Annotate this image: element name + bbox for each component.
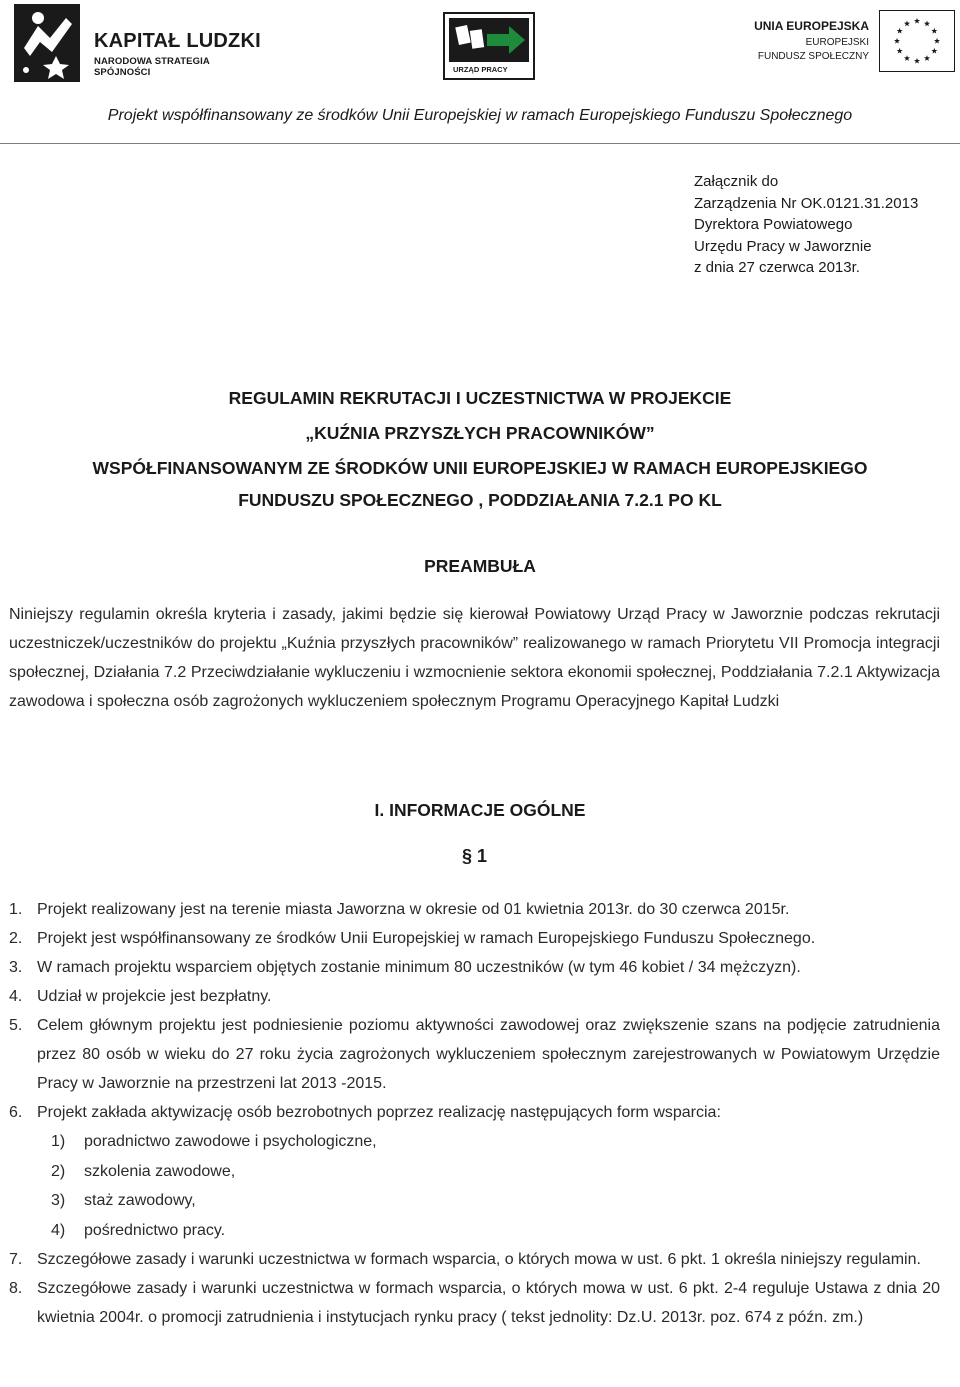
annex-line: Zarządzenia Nr OK.0121.31.2013 <box>694 194 919 212</box>
annex-line: Dyrektora Powiatowego <box>694 216 853 233</box>
preamble-heading: PREAMBUŁA <box>424 556 536 576</box>
list-item-number: 7. <box>9 1251 23 1268</box>
annex-line: z dnia 27 czerwca 2013r. <box>694 259 860 276</box>
sub-list-item <box>51 1157 940 1187</box>
section-list <box>9 895 940 1332</box>
sub-item-text: szkolenia zawodowe, <box>84 1162 236 1180</box>
list-item-number: 1. <box>9 901 23 918</box>
sub-item-text: poradnictwo zawodowe i psychologiczne, <box>84 1133 377 1150</box>
list-item-number: 2. <box>9 930 23 947</box>
header-divider <box>0 143 960 144</box>
list-item <box>9 1245 940 1274</box>
list-item <box>9 1274 940 1332</box>
sub-item-number: 4) <box>51 1221 66 1239</box>
list-item <box>9 924 940 953</box>
kl-logo-subtitle: NARODOWA STRATEGIA SPÓJNOŚCI <box>94 56 210 78</box>
document-title-line3: WSPÓŁFINANSOWANYM ZE ŚRODKÓW UNII EUROPEJSKIEJ W RAMACH EUROPEJSKIEGO <box>92 458 868 478</box>
kapital-ludzki-logo <box>14 4 264 82</box>
kl-logo-title: KAPITAŁ LUDZKI <box>94 30 261 52</box>
list-item <box>9 982 940 1011</box>
section-heading: I. INFORMACJE OGÓLNE <box>374 800 586 820</box>
list-item-text: Szczegółowe zasady i warunki uczestnictwa w formach wsparcia, o których mowa w ust. 6 pkt. 1 określa niniejszy regulamin. <box>37 1251 921 1268</box>
eu-logo-line2: EUROPEJSKI <box>805 37 869 48</box>
list-item-text: Projekt zakłada aktywizację osób bezrobotnych poprzez realizację następujących form wsparcia: <box>37 1104 721 1121</box>
list-item <box>9 895 940 924</box>
sub-item-number: 1) <box>51 1133 66 1150</box>
list-item-text: Projekt realizowany jest na terenie miasta Jaworzna w okresie od 01 kwietnia 2013r. do 30 czerwca 2015r. <box>37 901 790 918</box>
document-title-line4: FUNDUSZU SPOŁECZNEGO , PODDZIAŁANIA 7.2.1 PO KL <box>238 490 722 510</box>
list-item-number: 8. <box>9 1280 23 1297</box>
eu-logo-line3: FUNDUSZ SPOŁECZNY <box>757 51 869 62</box>
preamble-text: Niniejszy regulamin określa kryteria i zasady, jakimi będzie się kierował Powiatowy Urząd Pracy w Jaworznie podczas rekrutacji uczestniczek/uczestników do projektu „Kuźnia przyszłych pracowników” realizowanego w ramach Priorytetu VII Promocja integracji społecznej, Działania 7.2 Przeciwdziałanie wykluczeniu i wzmocnienie sektora ekonomii społecznej, Poddziałania 7.2.1 Aktywizacja zawodowa i społeczna osób zagrożonych wykluczeniem społecznym Programu Operacyjnego Kapitał Ludzki <box>9 606 940 710</box>
cofinancing-note: Projekt współfinansowany ze środków Unii Europejskiej w ramach Europejskiego Funduszu Społecznego <box>107 107 853 124</box>
sub-list-item <box>51 1186 940 1216</box>
sub-item-number: 2) <box>51 1162 66 1180</box>
urzad-pracy-logo <box>443 12 535 80</box>
list-item-text: Szczegółowe zasady i warunki uczestnictwa w formach wsparcia, o których mowa w ust. 6 pkt. 2-4 reguluje Ustawa z dnia 20 kwietnia 2004r. o promocji zatrudnienia i instytucjach rynku pracy ( tekst jednolity: Dz.U. 2013r. poz. 674 z późn. zm.) <box>37 1280 940 1326</box>
eu-logo-line1: UNIA EUROPEJSKA <box>754 19 869 33</box>
list-item <box>9 1011 940 1098</box>
eu-logo <box>754 10 955 76</box>
eu-flag-icon <box>879 10 955 72</box>
sub-item-text: pośrednictwo pracy. <box>84 1221 226 1239</box>
sub-item-number: 3) <box>51 1192 66 1209</box>
list-item-text: W ramach projektu wsparciem objętych zostanie minimum 80 uczestników (w tym 46 kobiet / 34 mężczyzn). <box>37 959 801 976</box>
list-item-number: 3. <box>9 959 23 976</box>
list-item-number: 5. <box>9 1017 23 1034</box>
annex-line: Załącznik do <box>694 173 779 190</box>
support-forms-list <box>51 1127 940 1245</box>
sub-item-text: staż zawodowy, <box>84 1192 196 1209</box>
paragraph-number: § 1 <box>462 846 488 866</box>
urzad-pracy-label: URZĄD PRACY <box>453 65 508 74</box>
list-item-number: 6. <box>9 1104 23 1121</box>
list-item-number: 4. <box>9 988 23 1005</box>
kapital-ludzki-emblem-icon <box>14 4 80 82</box>
list-item-text: Celem głównym projektu jest podniesienie poziomu aktywności zawodowej oraz zwiększenie szans na podjęcie zatrudnienia przez 80 osób w wieku do 27 roku życia zagrożonych wykluczeniem społecznym zarejestrowanych w Powiatowym Urzędzie Pracy w Jaworznie na przestrzeni lat 2013 -2015. <box>37 1017 940 1092</box>
document-title-line2: „KUŹNIA PRZYSZŁYCH PRACOWNIKÓW” <box>305 423 655 443</box>
list-item-text: Udział w projekcie jest bezpłatny. <box>37 988 272 1005</box>
list-item <box>9 953 940 982</box>
annex-block <box>694 171 918 279</box>
list-item-text: Projekt jest współfinansowany ze środków Unii Europejskiej w ramach Europejskiego Funduszu Społecznego. <box>37 930 816 947</box>
sub-list-item <box>51 1216 940 1246</box>
list-item <box>9 1098 940 1127</box>
document-title-line1: REGULAMIN REKRUTACJI I UCZESTNICTWA W PROJEKCIE <box>228 388 732 408</box>
annex-line: Urzędu Pracy w Jaworznie <box>694 237 872 255</box>
sub-list-item <box>51 1127 940 1157</box>
